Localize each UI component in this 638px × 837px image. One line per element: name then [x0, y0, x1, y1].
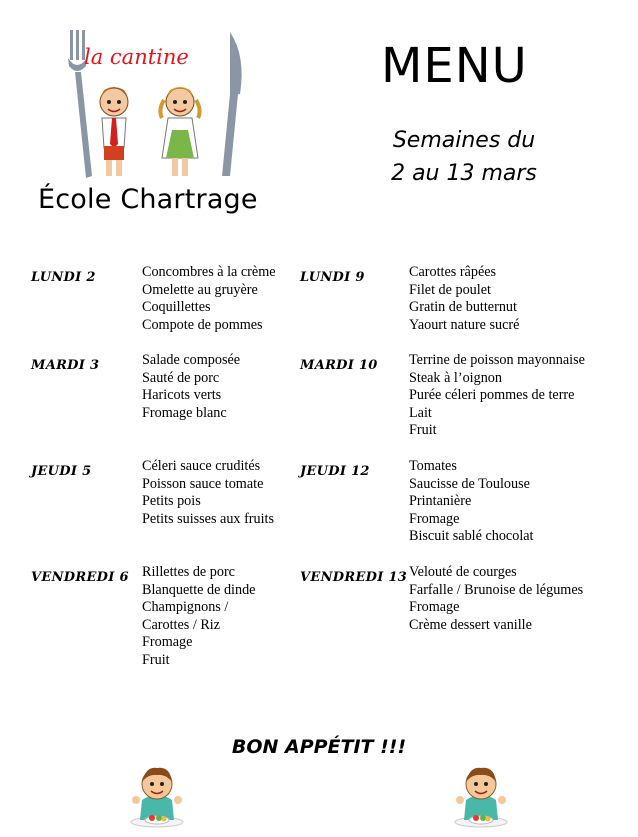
day-label-jeudi-12: JEUDI 12 — [300, 464, 370, 479]
dish-item: Petits pois — [142, 493, 201, 510]
dish-item: Céleri sauce crudités — [142, 458, 261, 474]
dish-list-lundi-2 — [142, 264, 276, 334]
weeks-line-2: 2 au 13 mars — [391, 161, 537, 186]
dish-item: Blanquette de dinde — [142, 581, 256, 598]
dish-item: Biscuit sablé chocolat — [409, 528, 534, 545]
bon-appetit-message: BON APPÉTIT !!! — [231, 736, 407, 758]
dish-item: Saucisse de Toulouse — [409, 475, 530, 492]
dish-item: Carottes / Riz — [142, 616, 221, 633]
day-label-vendredi-6: VENDREDI 6 — [31, 570, 129, 585]
dish-item: Carottes râpées — [409, 264, 497, 280]
dish-list-mardi-3 — [142, 352, 240, 422]
day-label-lundi-9: LUNDI 9 — [300, 270, 365, 285]
dish-item: Fromage — [142, 634, 193, 651]
school-name: École Chartrage — [38, 184, 258, 215]
dish-item: Farfalle / Brunoise de légumes — [409, 581, 584, 598]
dish-item: Rillettes de porc — [142, 564, 235, 580]
dish-item: Steak à l’oignon — [409, 369, 502, 386]
dish-item: Petits suisses aux fruits — [142, 510, 275, 527]
dish-item: Haricots verts — [142, 387, 222, 404]
dish-list-mardi-10 — [409, 352, 585, 440]
knife-icon — [222, 32, 242, 176]
dish-item: Crème dessert vanille — [409, 616, 532, 633]
dish-item: Coquillettes — [142, 299, 211, 316]
dish-item: Fromage — [409, 599, 460, 616]
dish-item: Filet de poulet — [409, 281, 491, 298]
weeks-line-1: Semaines du — [392, 128, 536, 153]
dish-list-jeudi-5 — [142, 458, 274, 528]
kid-eating-icon — [126, 760, 188, 828]
dish-item: Gratin de butternut — [409, 299, 517, 316]
dish-item: Sauté de porc — [142, 369, 220, 386]
dish-item: Tomates — [409, 458, 457, 474]
day-label-jeudi-5: JEUDI 5 — [31, 464, 92, 479]
dish-item: Fruit — [142, 651, 170, 668]
dish-item: Compote de pommes — [142, 316, 263, 333]
dish-item: Salade composée — [142, 352, 241, 368]
day-label-vendredi-13: VENDREDI 13 — [300, 570, 408, 585]
dish-item: Fromage blanc — [142, 404, 227, 421]
dish-item: Printanière — [409, 493, 472, 510]
dish-item: Champignons / — [142, 599, 229, 616]
dish-list-vendredi-6 — [142, 564, 255, 670]
day-label-mardi-3: MARDI 3 — [31, 358, 100, 373]
dish-item: Concombres à la crème — [142, 264, 276, 280]
dish-item: Purée céleri pommes de terre — [409, 387, 575, 404]
dish-item: Fromage — [409, 510, 460, 527]
svg-text:la cantine: la cantine — [84, 45, 189, 69]
dish-item: Yaourt nature sucré — [409, 316, 520, 333]
dish-item: Lait — [409, 404, 432, 421]
menu-title: MENU — [381, 38, 528, 94]
dish-list-jeudi-12 — [409, 458, 534, 546]
dish-item: Fruit — [409, 422, 437, 439]
dish-item: Omelette au gruyère — [142, 281, 258, 298]
girl-figure-icon — [160, 87, 199, 176]
dish-item: Terrine de poisson mayonnaise — [409, 352, 585, 368]
day-label-lundi-2: LUNDI 2 — [31, 270, 96, 285]
dish-item: Velouté de courges — [409, 564, 517, 580]
dish-list-vendredi-13 — [409, 564, 583, 634]
dish-item: Poisson sauce tomate — [142, 475, 264, 492]
weeks-subtitle — [384, 124, 544, 190]
kid-eating-icon — [450, 760, 512, 828]
boy-figure-icon — [100, 87, 128, 176]
dish-list-lundi-9 — [409, 264, 519, 334]
la-cantine-logo — [62, 26, 248, 184]
day-label-mardi-10: MARDI 10 — [300, 358, 378, 373]
